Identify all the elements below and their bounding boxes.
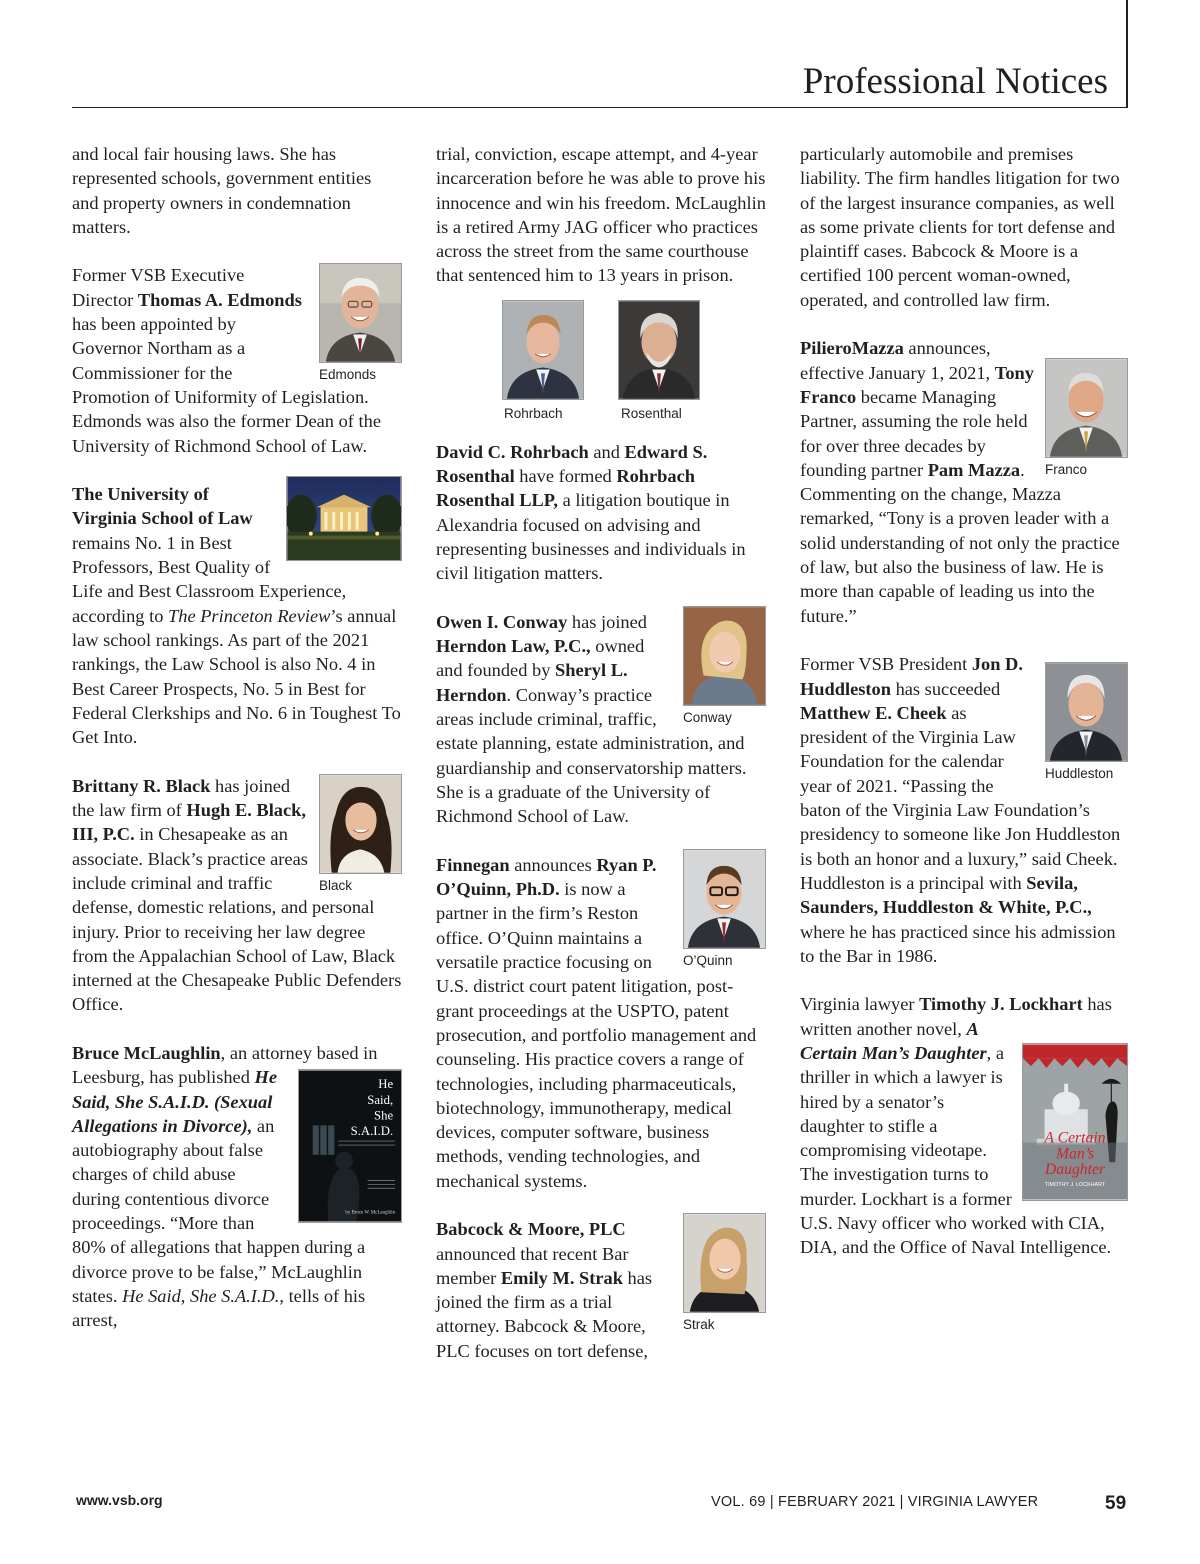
name-owen-conway: Owen I. Conway [436, 611, 568, 632]
name-emily-strak: Emily M. Strak [500, 1267, 623, 1288]
huddleston-portrait-photo [1045, 662, 1128, 762]
cover-title-line-4: S.A.I.D. [350, 1124, 394, 1139]
firm-herndon-law: Herndon Law, P.C., [436, 636, 591, 657]
notice-fair-housing-continued: and local fair housing laws. She has represented schools, government entities and property owners in condemnation matters. [72, 144, 372, 237]
section-title: Professional Notices [802, 61, 1108, 102]
column-3 [800, 142, 1128, 1260]
notice-rohrbach-rosenthal: David C. Rohrbach and Edward S. Rosenthal have formed Rohrbach Rosenthal LLP, a litigation boutique in Alexandria focused on advising and representing businesses and individuals in civil litigation matters. [436, 441, 746, 584]
notice-strak: Strak Babcock & Moore, PLC announced that recent Bar member Emily M. Strak has joined the firm as a trial attorney. Babcock & Moore, PLC focuses on tort defense, [436, 1217, 766, 1363]
caption-huddleston: Huddleston [1045, 766, 1114, 782]
notice-uva-law: The University of Virginia School of Law remains No. 1 in Best Professors, Best Quality of Life and Best Classroom Experience, according to The Princeton Review’s annual law school rankings. As part of the 2021 rankings, the Law School is also No. 4 in Best Career Prospects, No. 5 in Best for Federal Clerkships and No. 6 in Toughest To Get Into. [72, 482, 402, 749]
book-cover-figure-certain [1022, 1043, 1128, 1201]
firm-finnegan: Finnegan [436, 854, 510, 875]
notice-edmonds: Edmonds Former VSB Executive Director Thomas A. Edmonds has been appointed by Governor Northam as a Commissioner for the Promotion of Uniformity of Legislation. Edmonds was also the former Dean of the University of Richmond School of Law. [72, 263, 402, 457]
name-pam-mazza: Pam Mazza [927, 459, 1021, 480]
title-he-said-she-said: He Said, She S.A.I.D. (Sexual Allegations in Divorce), [72, 1067, 277, 1136]
name-brittany-black: Brittany R. Black [72, 775, 211, 796]
photo-figure-huddleston [1045, 662, 1128, 782]
photo-figure-strak [683, 1213, 766, 1333]
firm-hugh-black: Hugh E. Black, III, P.C. [72, 800, 306, 845]
photo-figure-rosenthal [618, 300, 700, 400]
caption-rosenthal: Rosenthal [621, 405, 682, 421]
notice-oquinn: O’Quinn Finnegan announces Ryan P. O’Quinn, Ph.D. is now a partner in the firm’s Reston office. O’Quinn maintains a versatile practice focusing on U.S. district court patent litigation, post-grant proceedings at the USPTO, patent prosecution, and portfolio management and counseling. His practice covers a range of technologies, including pharmaceuticals, biotechnology, immunotherapy, medical devices, computer software, business methods, vending technologies, and mechanical systems. [436, 853, 766, 1193]
cover-title-line-2: Said, [367, 1093, 394, 1108]
header-rule [72, 107, 1128, 108]
name-edward-rosenthal: Edward S. Rosenthal [436, 441, 708, 487]
caption-black: Black [319, 877, 353, 893]
photo-figure-oquinn [683, 849, 766, 969]
name-uva-school-of-law: The University of Virginia School of Law [72, 484, 253, 529]
header-vertical-rule [1126, 0, 1128, 108]
footer-issue-info: VOL. 69 | FEBRUARY 2021 | VIRGINIA LAWYER [711, 1494, 1039, 1510]
name-tony-franco: Tony Franco [800, 362, 1034, 407]
page-number: 59 [1105, 1493, 1127, 1514]
notice-babcock-moore-continued: particularly automobile and premises liability. The firm handles litigation for two of the largest insurance companies, as well as some private clients for tort defense and plaintiff cases. Babcock & Moore is a certified 100 percent woman-owned, operated, and controlled law firm. [800, 144, 1120, 310]
a-certain-mans-daughter-book-cover [1022, 1043, 1128, 1201]
notice-mclaughlin: Bruce McLaughlin, an attorney based in Leesburg, has published He Said, She S.A.I.D. by Bruce W. McLaughlin He Said, She S.A.I.D. (Sexual Allegations in Divorce), an autobiography about false charges of child abuse during contentious divorce proceedings. “More than 80% of allegations that happen during a divorce prove to be false,” McLaughlin states. He Said, She S.A.I.D., tells of his arrest, [72, 1041, 402, 1333]
cover-title-line-3: She [374, 1108, 394, 1123]
firm-rohrbach-rosenthal: Rohrbach Rosenthal LLP, [436, 466, 695, 511]
caption-conway: Conway [683, 709, 732, 725]
photo-figure-uva [286, 476, 402, 561]
photo-figure-franco [1045, 358, 1128, 478]
photo-figure-rohrbach [502, 300, 584, 400]
uva-law-building-photo [286, 476, 402, 561]
cover-author: TIMOTHY J. LOCKHART [1044, 1181, 1106, 1188]
name-thomas-edmonds: Thomas A. Edmonds [137, 289, 302, 310]
notice-mclaughlin-continued: trial, conviction, escape attempt, and 4-year incarceration before he was able to prove his innocence and win his freedom. McLaughlin is a retired Army JAG officer who practices across the street from the same courthouse that sentenced him to 13 years in prison. [436, 144, 766, 286]
oquinn-portrait-photo [683, 849, 766, 949]
photo-figure-conway [683, 606, 766, 726]
caption-strak: Strak [683, 1317, 715, 1333]
caption-edmonds: Edmonds [319, 367, 377, 383]
photo-figure-black [319, 774, 402, 894]
name-sheryl-herndon: Sheryl L. Herndon [436, 660, 628, 705]
firm-babcock-moore: Babcock & Moore, PLC [436, 1219, 626, 1240]
cover-title-line-1: He [378, 1077, 394, 1092]
name-bruce-mclaughlin: Bruce McLaughlin [72, 1042, 221, 1063]
cover-author: by Bruce W. McLaughlin [345, 1210, 396, 1216]
book-cover-figure-he-said [298, 1069, 402, 1223]
notice-conway: Conway Owen I. Conway has joined Herndon Law, P.C., owned and founded by Sheryl L. Herndon. Conway’s practice areas include criminal, traffic, estate planning, estate administration, and guardianship and conservatorship matters. She is a graduate of the University of Richmond School of Law. [436, 610, 766, 829]
name-matthew-cheek: Matthew E. Cheek [800, 702, 947, 723]
name-jon-huddleston: Jon D. Huddleston [800, 654, 1023, 699]
caption-franco: Franco [1045, 462, 1088, 478]
franco-portrait-photo [1045, 358, 1128, 458]
photo-figure-edmonds [319, 263, 402, 383]
photo-pair-rohrbach-rosenthal [436, 300, 766, 430]
strak-portrait-photo [683, 1213, 766, 1313]
firm-pilieromazza: PilieroMazza [800, 338, 904, 359]
notice-lockhart: Virginia lawyer Timothy J. Lockhart has written another novel, A Certain Man’s Daughter TIMOTHY J. LOCKHART A Certain Man’s Daughter, a thriller in which a lawyer is hired by a senator’s daughter to stifle a compromising videotape. The investigation turns to murder. Lockhart is a former U.S. Navy officer who worked with CIA, DIA, and the Office of Naval Intelligence. [800, 992, 1128, 1259]
name-ryan-oquinn: Ryan P. O’Quinn, Ph.D. [436, 854, 657, 900]
he-said-she-said-book-cover [298, 1069, 402, 1223]
rohrbach-portrait-photo [502, 300, 584, 400]
name-timothy-lockhart: Timothy J. Lockhart [919, 994, 1083, 1015]
firm-sevila-saunders: Sevila, Saunders, Huddleston & White, P.C., [800, 872, 1092, 918]
name-david-rohrbach: David C. Rohrbach [436, 441, 589, 462]
edmonds-portrait-photo [319, 263, 402, 363]
notice-huddleston: Huddleston Former VSB President Jon D. Huddleston has succeeded Matthew E. Cheek as president of the Virginia Law Foundation for the calendar year of 2021. “Passing the baton of the Virginia Law Foundation’s presidency to someone like Jon Huddleston is both an honor and a luxury,” said Cheek. Huddleston is a principal with Sevila, Saunders, Huddleston & White, P.C., where he has practiced since his admission to the Bar in 1986. [800, 652, 1128, 968]
cover-title-line-3: Daughter [1044, 1160, 1106, 1178]
publication-princeton-review: The Princeton Review [168, 605, 331, 626]
caption-rohrbach: Rohrbach [504, 405, 563, 421]
title-a-certain-mans-daughter: A Certain Man’s Daughter [800, 1018, 987, 1063]
rosenthal-portrait-photo [618, 300, 700, 400]
caption-oquinn: O’Quinn [683, 952, 733, 968]
cover-title-line-2: Man’s [1055, 1144, 1095, 1162]
conway-portrait-photo [683, 606, 766, 706]
column-2 [436, 142, 766, 1363]
title-he-said-inline: He Said, She S.A.I.D. [122, 1285, 280, 1306]
black-portrait-photo [319, 774, 402, 874]
notice-pilieromazza: Franco PilieroMazza announces, effective January 1, 2021, Tony Franco became Managing Partner, assuming the role held for over three decades by founding partner Pam Mazza. Commenting on the change, Mazza remarked, “Tony is a proven leader with a solid understanding of not only the practice of law, but also the business of law. He is more than capable of leading us into the future.” [800, 336, 1128, 628]
column-1 [72, 142, 402, 1333]
notice-black: Black Brittany R. Black has joined the law firm of Hugh E. Black, III, P.C. in Chesapeake as an associate. Black’s practice areas include criminal and traffic defense, domestic relations, and personal injury. Prior to receiving her law degree from the Appalachian School of Law, Black interned at the Chesapeake Public Defenders Office. [72, 775, 402, 1015]
footer-url[interactable]: www.vsb.org [76, 1492, 163, 1508]
cover-title-line-1: A Certain [1044, 1129, 1106, 1147]
